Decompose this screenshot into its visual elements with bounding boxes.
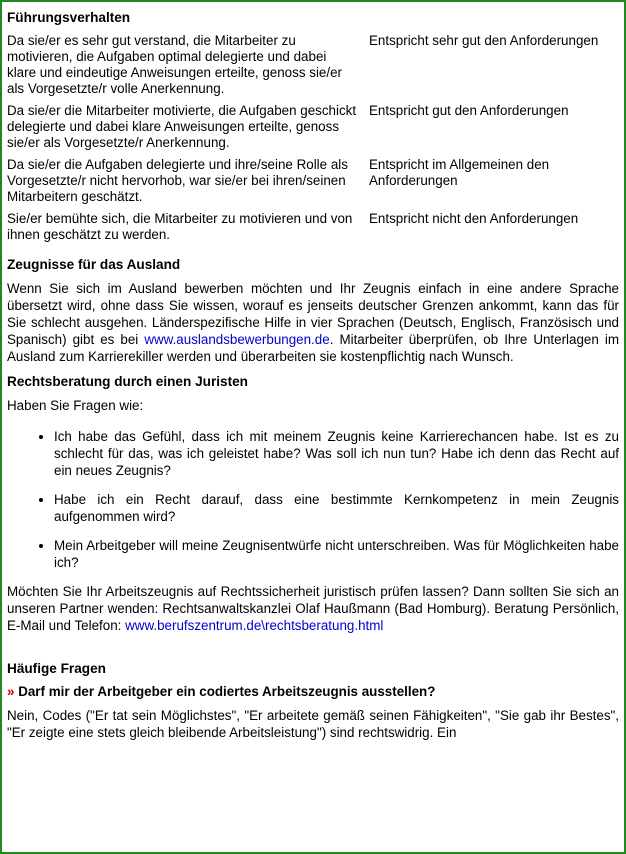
rating-table <box>7 33 619 249</box>
rechtsberatung-link[interactable]: www.berufszentrum.de\rechtsberatung.html <box>125 618 384 633</box>
spacer <box>7 643 619 657</box>
table-row <box>7 103 619 157</box>
rechtsberatung-paragraph <box>7 583 619 634</box>
table-row <box>7 33 619 103</box>
rechtsberatung-text: Möchten Sie Ihr Arbeitszeugnis auf Rechtssicherheit juristisch prüfen lassen? Dann sollten Sie sich an unseren Partner wenden: Rechtsanwaltskanzlei Olaf Haußmann (Bad Homburg). Beratung Persönlich, E-Mail und Telefon: <box>7 584 619 633</box>
table-row <box>7 157 619 211</box>
document-content <box>2 2 624 741</box>
list-item: • Habe ich ein Recht darauf, dass eine bestimmte Kernkompetenz in mein Zeugnis aufgenommen wird? <box>54 491 619 525</box>
auslandsbewerbungen-link[interactable]: www.auslandsbewerbungen.de <box>144 332 330 347</box>
section-title-rechtsberatung: Rechtsberatung durch einen Juristen <box>7 374 248 389</box>
rating-grade: Entspricht sehr gut den Anforderungen <box>369 33 599 48</box>
table-row <box>7 211 619 249</box>
ausland-paragraph <box>7 280 619 365</box>
rating-description: Da sie/er es sehr gut verstand, die Mitarbeiter zu motivieren, die Aufgaben optimal delegierte und dabei klare und eindeutige Anweisungen erteilte, genoss sie/er als Vorgesetzte/r volle Anerkennung. <box>7 33 342 96</box>
rating-description: Da sie/er die Mitarbeiter motivierte, die Aufgaben geschickt delegierte und dabei klare Anweisungen erteilte, genoss sie/er als Vorgesetzte/r Anerkennung. <box>7 103 357 150</box>
faq-question-text: Darf mir der Arbeitgeber ein codiertes Arbeitszeugnis ausstellen? <box>18 684 436 699</box>
rating-grade: Entspricht im Allgemeinen den Anforderungen <box>369 157 550 188</box>
list-item: • Ich habe das Gefühl, dass ich mit meinem Zeugnis keine Karrierechancen habe. Ist es zu schlecht für das, was ich geleistet habe? Was soll ich nun tun? Habe ich denn das Recht auf ein neues Zeugnis? <box>54 428 619 479</box>
rechtsberatung-intro: Haben Sie Fragen wie: <box>7 398 144 413</box>
section-title-fuehrungsverhalten: Führungsverhalten <box>7 10 131 25</box>
faq-question[interactable] <box>7 684 619 699</box>
rating-description: Sie/er bemühte sich, die Mitarbeiter zu motivieren und von ihnen geschätzt zu werden. <box>7 211 353 242</box>
list-item: • Mein Arbeitgeber will meine Zeugnisentwürfe nicht unterschreiben. Was für Möglichkeiten habe ich? <box>54 537 619 571</box>
section-title-ausland: Zeugnisse für das Ausland <box>7 257 181 272</box>
section-title-haeufige-fragen: Häufige Fragen <box>7 661 106 676</box>
raquo-icon: » <box>7 684 15 699</box>
faq-answer: Nein, Codes ("Er tat sein Möglichstes", "Er arbeitete gemäß seinen Fähigkeiten", "Sie gab ihr Bestes", "Er zeigte eine stets gleich bleibende Arbeitsleistung") sind rechtswidrig. Ein <box>7 708 619 740</box>
ausland-text-end: . Mitarbeiter überprüfen, ob Ihre Unterlagen im Ausland zum Karrierekiller werden und überarbeiten sie kostenpflichtig nach Wunsch. <box>7 332 619 364</box>
question-list <box>7 428 619 571</box>
rating-grade: Entspricht gut den Anforderungen <box>369 103 569 118</box>
rating-grade: Entspricht nicht den Anforderungen <box>369 211 579 226</box>
rating-description: Da sie/er die Aufgaben delegierte und ihre/seine Rolle als Vorgesetzte/r nicht hervorhob, war sie/er bei ihren/seinen Mitarbeitern geschätzt. <box>7 157 348 204</box>
ausland-text-start: Wenn Sie sich im Ausland bewerben möchten und Ihr Zeugnis einfach in eine andere Sprache übersetzt wird, ohne dass Sie wissen, worauf es jenseits deutscher Grenzen ankommt, kann das für Sie schlecht ausgehen. Länderspezifische Hilfe in vier Sprachen (Deutsch, Englisch, Französisch und Spanisch) gibt es bei <box>7 281 619 347</box>
